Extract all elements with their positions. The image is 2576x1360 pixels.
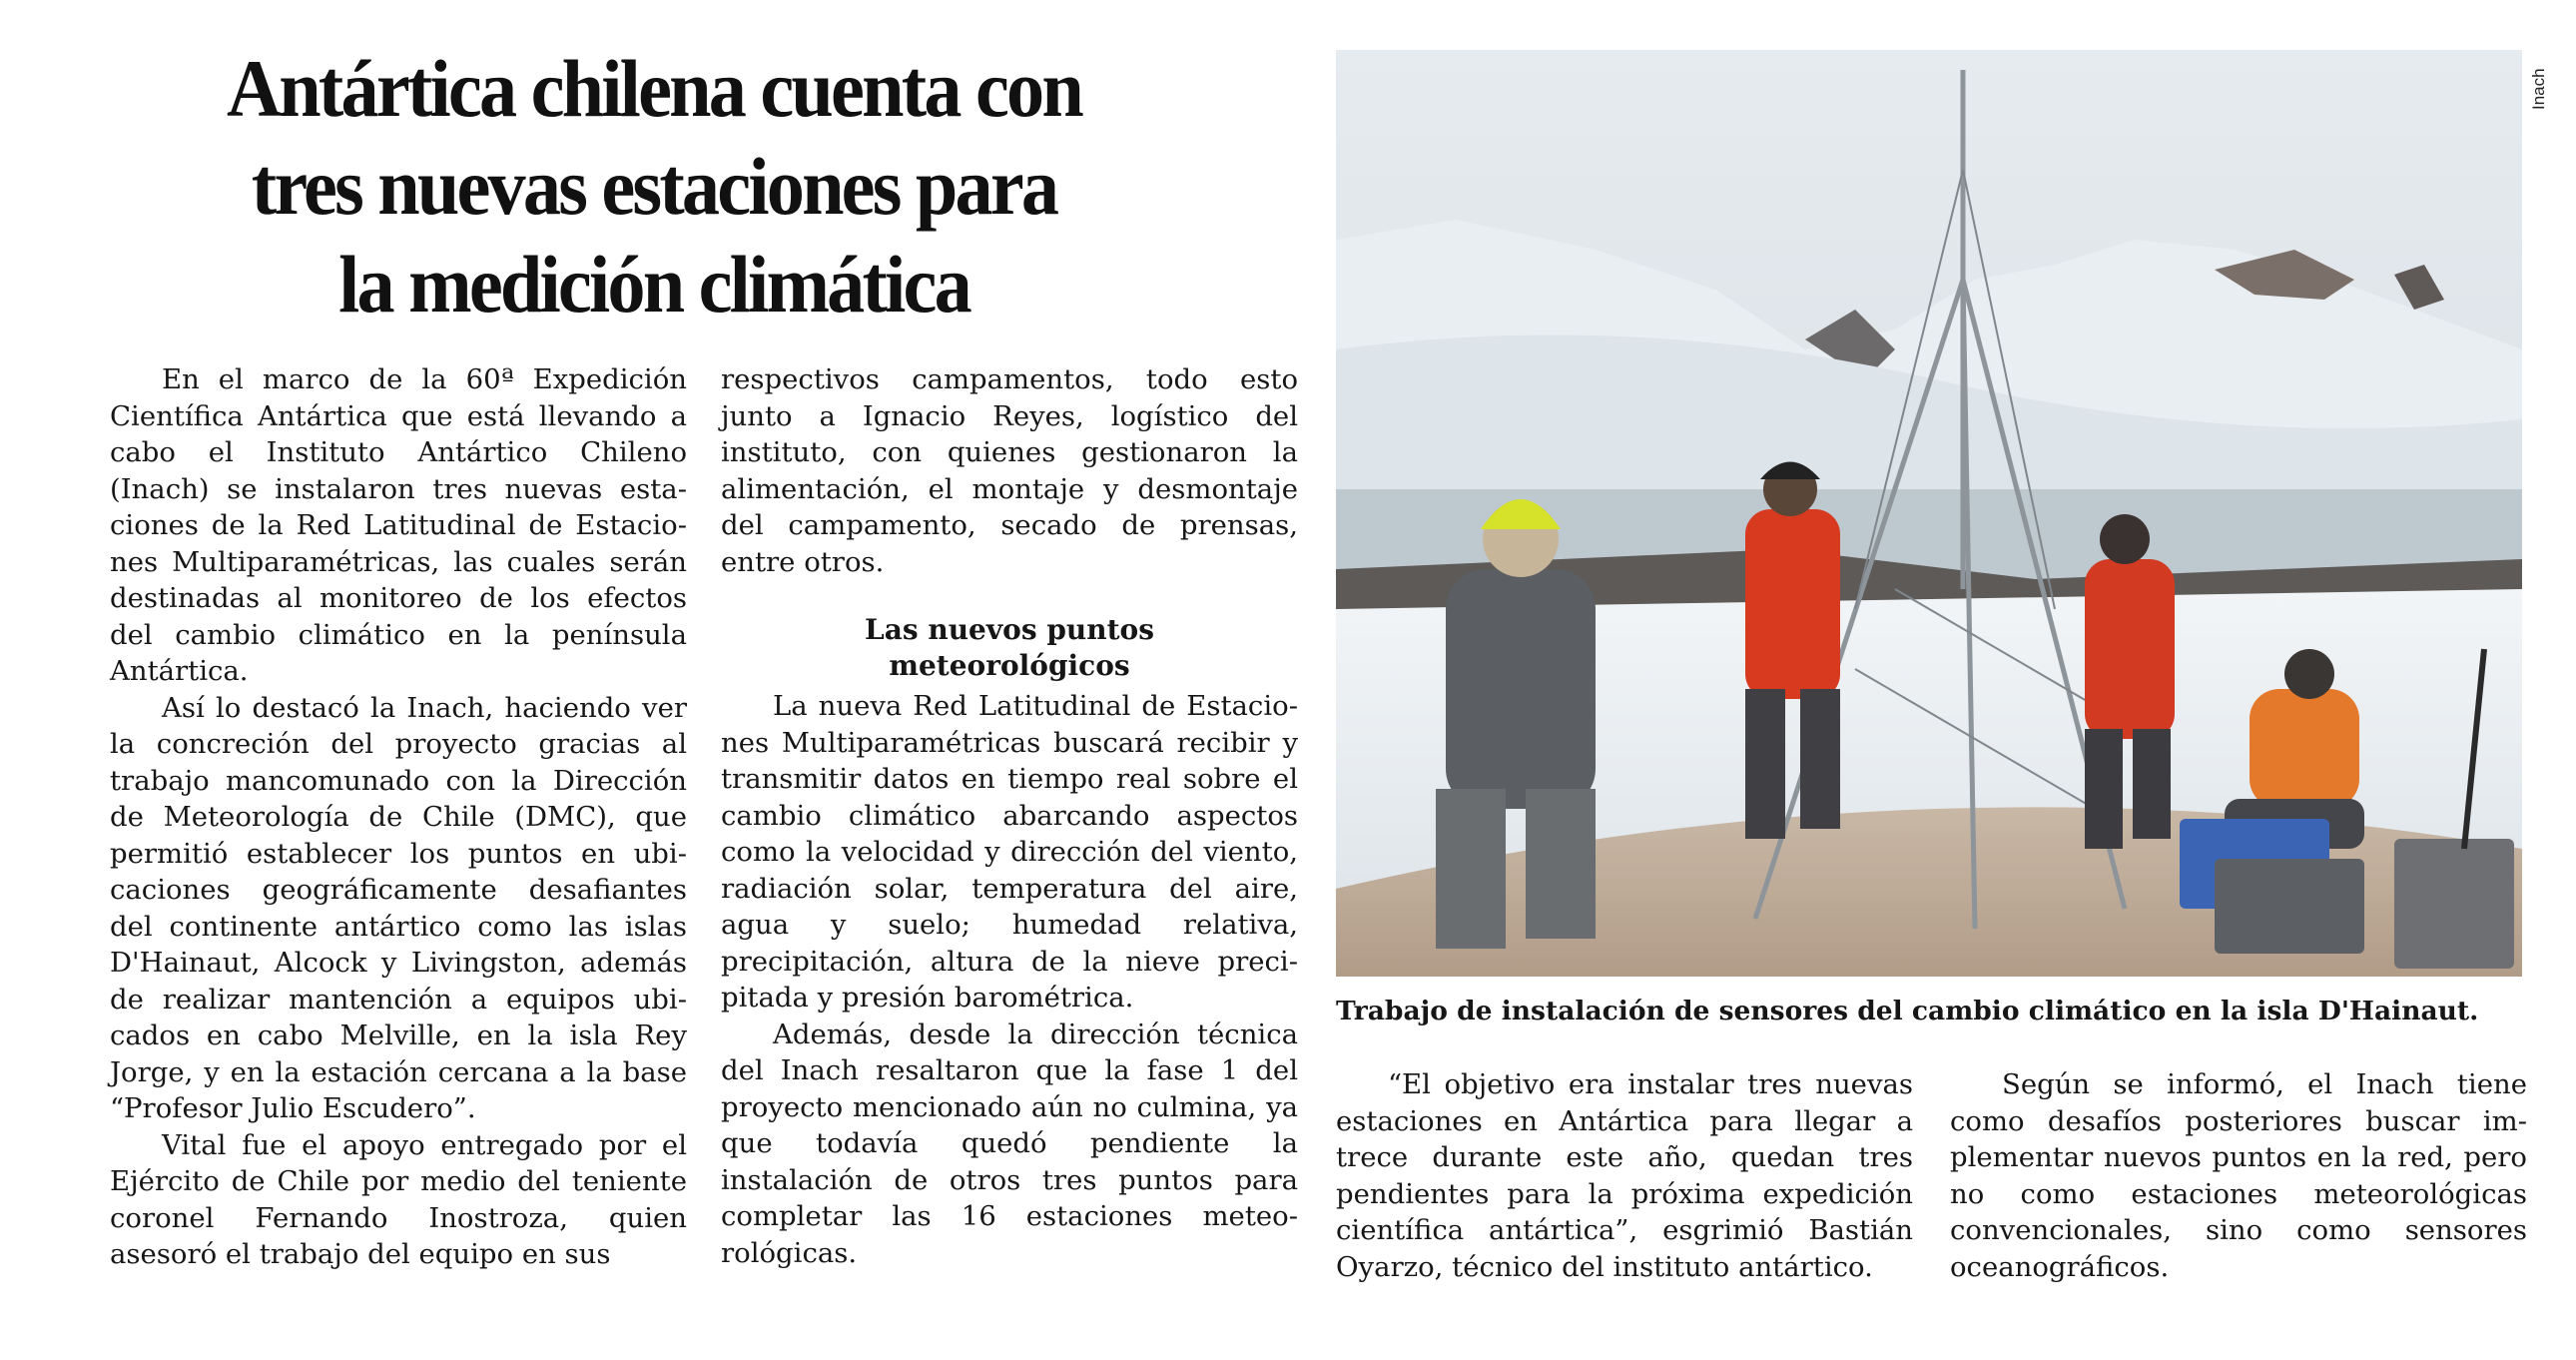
paragraph: Así lo destacó la Inach, haciendo ver la concreción del proyecto gracias al trabajo mancomunado con la Dirección de Meteorología de Chile (DMC), que permitió establecer los puntos en ubicaciones geográficamente desafiantes del continente antártico como las islas D'Hainaut, Alcock y Livingston, además de realizar mantención a equipos ubicados en cabo Melville, en la isla Rey Jorge, y en la estación cercana a la base “Profesor Julio Escudero”.: [110, 691, 687, 1124]
subheading: [721, 612, 1298, 684]
paragraph: La nueva Red Latitudinal de Estaciones Multiparamétricas buscará recibir y transmitir datos en tiempo real sobre el cambio climático abarcando aspectos como la velocidad y dirección del viento, radiación solar, temperatura del aire, agua y suelo; humedad relativa, precipitación, altura de la nieve precipitada y presión barométrica.: [721, 690, 1298, 1014]
headline-line-3: la medición climática: [338, 239, 969, 330]
headline-line-2: tres nuevas estaciones para: [251, 141, 1057, 232]
paragraph: Vital fue el apoyo entregado por el Ejército de Chile por medio del teniente coronel Fernando Inostroza, quien asesoró el trabajo del equipo en sus: [110, 1128, 687, 1270]
headline: [148, 40, 1160, 334]
paragraph: Según se informó, el Inach tiene como desafíos posteriores buscar implementar nuevos puntos en la red, pero no como estaciones meteorológicas convencionales, sino como sensores oceanográficos.: [1950, 1068, 2527, 1283]
photo-caption: Trabajo de instalación de sensores del cambio climático en la isla D'Hainaut.: [1336, 996, 2479, 1026]
article-column-3: [1336, 1066, 1913, 1285]
article-column-4: [1950, 1066, 2527, 1285]
paragraph-continued: respectivos campamentos, todo esto junto a Ignacio Reyes, logístico del instituto, con quienes gestionaron la alimentación, el montaje y desmontaje del campamento, secado de prensas, entre otros.: [721, 363, 1298, 578]
subheading-line-1: Las nuevos puntos: [865, 613, 1154, 646]
paragraph: Además, desde la dirección técnica del Inach resaltaron que la fase 1 del proyecto mencionado aún no culmina, ya que todavía quedó pendiente la instalación de otros tres puntos para completar las 16 estaciones meteorológicas.: [721, 1018, 1298, 1269]
paragraph: “El objetivo era instalar tres nuevas estaciones en Antártica para llegar a trece durante este año, quedan tres pendientes para la próxima expedición científica antártica”, esgrimió Bastián Oyarzo, técnico del instituto antártico.: [1336, 1068, 1913, 1283]
article-column-1: [110, 361, 687, 1273]
news-photo: [1336, 50, 2522, 977]
photo-credit: Inach: [2529, 68, 2548, 110]
subheading-line-2: meteorológicos: [889, 649, 1130, 682]
paragraph: En el marco de la 60ª Expedición Científica Antártica que está llevando a cabo el Instituto Antártico Chileno (Inach) se instalaron tres nuevas estaciones de la Red Latitudinal de Estaciones Multiparamétricas, las cuales serán destinadas al monitoreo de los efectos del cambio climático en la península Antártica.: [110, 363, 687, 687]
photo-illustration: [1336, 50, 2522, 977]
article-column-2: [721, 361, 1298, 1271]
headline-line-1: Antártica chilena cuenta con: [227, 43, 1081, 134]
